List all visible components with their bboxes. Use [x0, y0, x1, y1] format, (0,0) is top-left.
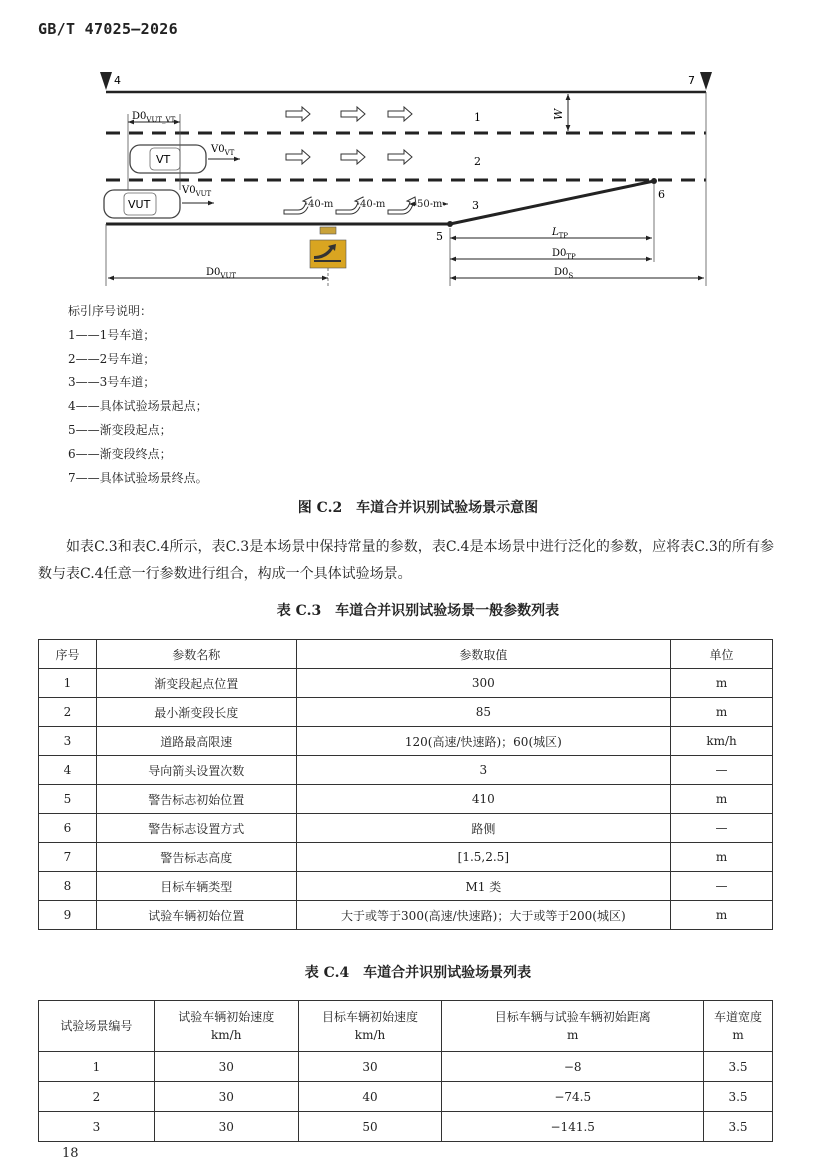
cell: 120(高速/快速路)；60(城区)	[296, 727, 670, 756]
table-row	[39, 785, 773, 814]
header-cell: 车道宽度 m	[704, 1001, 773, 1052]
cell: 警告标志初始位置	[96, 785, 296, 814]
direction-arrows	[286, 107, 412, 164]
table-row	[39, 1112, 773, 1142]
cell: −141.5	[442, 1112, 704, 1142]
cell: 4	[39, 756, 97, 785]
body-paragraph: 如表C.3和表C.4所示，表C.3是本场景中保持常量的参数，表C.4是本场景中进行泛化的参数，应将表C.3的所有参数与表C.4任意一行参数进行组合，构成一个具体试验场景。	[38, 539, 774, 582]
table-row	[39, 814, 773, 843]
label-d0-tp: $D0_{TP}$	[552, 248, 576, 261]
cell: 85	[296, 698, 670, 727]
legend-title: 标引序号说明：	[68, 304, 153, 318]
cell: 30	[298, 1052, 442, 1082]
cell: 410	[296, 785, 670, 814]
start-point-marker	[100, 72, 112, 90]
cell: 40	[298, 1082, 442, 1112]
label-w: W	[552, 108, 565, 120]
header-cell: 参数名称	[96, 640, 296, 669]
label-p6: 6	[658, 188, 665, 201]
target-vehicle-vt	[130, 145, 206, 173]
label-dist2: 40 m	[360, 199, 386, 210]
cell: 3.5	[704, 1082, 773, 1112]
cell: —	[671, 872, 773, 901]
cell: 30	[154, 1052, 298, 1082]
header-cell: 目标车辆初始速度 km/h	[298, 1001, 442, 1052]
table-c3-title: 表 C.3 车道合并识别试验场景一般参数列表	[276, 603, 560, 619]
taper-start-point	[447, 221, 453, 227]
table-row	[39, 727, 773, 756]
cell: 5	[39, 785, 97, 814]
label-l-tp: $L_{TP}$	[552, 227, 569, 240]
figure-legend	[68, 300, 208, 490]
table-header-row	[39, 640, 773, 669]
label-d0-vut-vt: $D0_{VUT\_VT}$	[132, 111, 176, 124]
cell: m	[671, 669, 773, 698]
table-row	[39, 843, 773, 872]
taper-end-point	[651, 178, 657, 184]
label-p5: 5	[436, 230, 443, 243]
table-row	[39, 1082, 773, 1112]
table-row	[39, 669, 773, 698]
cell: 6	[39, 814, 97, 843]
cell: 3	[39, 727, 97, 756]
cell: 大于或等于300(高速/快速路)；大于或等于200(城区)	[296, 901, 670, 930]
table-c4-title: 表 C.4 车道合并识别试验场景列表	[304, 965, 532, 981]
legend-item: 1——1号车道；	[68, 327, 156, 342]
header-cell: 试验车辆初始速度 km/h	[154, 1001, 298, 1052]
cell: 警告标志高度	[96, 843, 296, 872]
cell: m	[671, 843, 773, 872]
figure-caption: 图 C.2 车道合并识别试验场景示意图	[297, 500, 539, 516]
table-row	[39, 872, 773, 901]
label-v0-vt: $V0_{VT}$	[211, 144, 235, 157]
cell: —	[671, 814, 773, 843]
cell: 3.5	[704, 1052, 773, 1082]
cell: 试验车辆初始位置	[96, 901, 296, 930]
legend-item: 2——2号车道；	[68, 351, 156, 366]
cell: 最小渐变段长度	[96, 698, 296, 727]
cell: 8	[39, 872, 97, 901]
header-cell: 目标车辆与试验车辆初始距离 m	[442, 1001, 704, 1052]
header-cell: 试验场景编号	[39, 1001, 155, 1052]
table-row	[39, 1052, 773, 1082]
cell: [1.5,2.5]	[296, 843, 670, 872]
cell: 3	[39, 1112, 155, 1142]
cell: −8	[442, 1052, 704, 1082]
table-c3	[38, 639, 773, 930]
cell: 警告标志设置方式	[96, 814, 296, 843]
cell: 1	[39, 1052, 155, 1082]
label-lane2: 2	[474, 155, 481, 168]
legend-item: 5——渐变段起点；	[68, 422, 172, 437]
cell: 7	[39, 843, 97, 872]
label-v0-vut: $V0_{VUT}$	[182, 185, 212, 198]
taper-line	[450, 181, 654, 224]
table-c4	[38, 1000, 773, 1142]
car-vt-label: VT	[156, 153, 171, 166]
label-p7: 7	[688, 74, 695, 87]
cell: 30	[154, 1112, 298, 1142]
lane-merge-diagram	[0, 0, 836, 300]
legend-item: 4——具体试验场景起点；	[68, 399, 208, 414]
header-cell: 序号	[39, 640, 97, 669]
cell: 3	[296, 756, 670, 785]
label-dist1: 40 m	[308, 199, 334, 210]
legend-item: 3——3号车道；	[68, 375, 156, 390]
cell: M1 类	[296, 872, 670, 901]
cell: 3.5	[704, 1112, 773, 1142]
cell: 300	[296, 669, 670, 698]
cell: 30	[154, 1082, 298, 1112]
cell: 道路最高限速	[96, 727, 296, 756]
label-lane3: 3	[472, 199, 479, 212]
legend-item: 6——渐变段终点；	[68, 446, 172, 461]
cell: 2	[39, 698, 97, 727]
test-vehicle-vut	[104, 190, 180, 218]
legend-item: 7——具体试验场景终点。	[68, 470, 208, 485]
cell: 渐变段起点位置	[96, 669, 296, 698]
merge-guide-arrows	[284, 197, 416, 214]
end-point-marker	[700, 72, 712, 90]
label-d0-s: $D0_S$	[554, 267, 574, 280]
table-row	[39, 901, 773, 930]
cell: —	[671, 756, 773, 785]
label-lane1: 1	[474, 111, 481, 124]
page-number: 18	[62, 1146, 79, 1161]
cell: m	[671, 901, 773, 930]
label-d0-vut: $D0_{VUT}$	[206, 267, 237, 280]
table-header-row	[39, 1001, 773, 1052]
cell: 导向箭头设置次数	[96, 756, 296, 785]
cell: 50	[298, 1112, 442, 1142]
header-cell: 单位	[671, 640, 773, 669]
cell: 路侧	[296, 814, 670, 843]
document-header: GB/T 47025—2026	[38, 20, 178, 38]
cell: −74.5	[442, 1082, 704, 1112]
cell: km/h	[671, 727, 773, 756]
car-vut-label: VUT	[128, 198, 151, 211]
cell: 目标车辆类型	[96, 872, 296, 901]
label-p4: 4	[114, 74, 121, 87]
warning-sign	[310, 227, 346, 268]
header-cell: 参数取值	[296, 640, 670, 669]
cell: 9	[39, 901, 97, 930]
cell: m	[671, 698, 773, 727]
table-row	[39, 698, 773, 727]
cell: m	[671, 785, 773, 814]
label-dist3: 50 m	[417, 199, 443, 210]
cell: 2	[39, 1082, 155, 1112]
table-row	[39, 756, 773, 785]
cell: 1	[39, 669, 97, 698]
